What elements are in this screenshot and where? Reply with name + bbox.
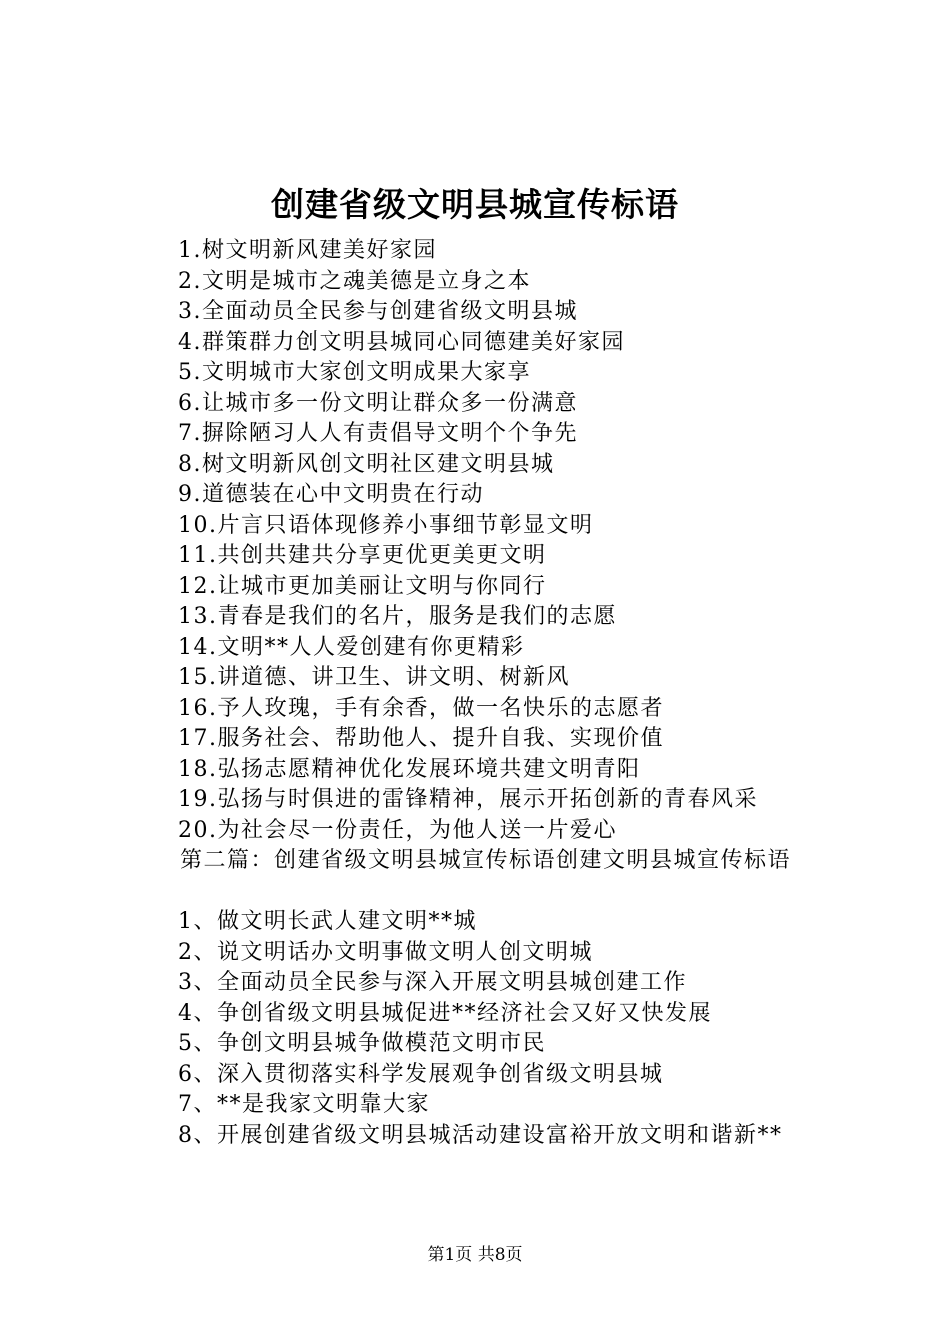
list-item: 8、开展创建省级文明县城活动建设富裕开放文明和谐新** xyxy=(178,1122,783,1148)
section2-list xyxy=(178,907,783,1151)
list-item: 18.弘扬志愿精神优化发展环境共建文明青阳 xyxy=(178,756,641,782)
list-item: 2、说文明话办文明事做文明人创文明城 xyxy=(178,939,593,965)
list-item: 6、深入贯彻落实科学发展观争创省级文明县城 xyxy=(178,1061,664,1087)
list-item: 8.树文明新风创文明社区建文明县城 xyxy=(178,451,555,477)
page-number-footer: 第1页 共8页 xyxy=(427,1245,523,1265)
list-item: 16.予人玫瑰，手有余香，做一名快乐的志愿者 xyxy=(178,695,664,721)
list-item: 9.道德装在心中文明贵在行动 xyxy=(178,482,484,507)
list-item: 2.文明是城市之魂美德是立身之本 xyxy=(178,268,531,294)
list-item: 3.全面动员全民参与创建省级文明县城 xyxy=(178,299,578,324)
section2-heading: 第二篇：创建省级文明县城宣传标语创建文明县城宣传标语 xyxy=(180,848,792,873)
list-item: 4.群策群力创文明县城同心同德建美好家园 xyxy=(178,329,625,355)
slogan-list xyxy=(178,236,758,846)
list-item: 13.青春是我们的名片，服务是我们的志愿 xyxy=(178,604,617,629)
list-item: 6.让城市多一份文明让群众多一份满意 xyxy=(178,390,578,416)
list-item: 14.文明**人人爱创建有你更精彩 xyxy=(178,634,525,660)
list-item: 12.让城市更加美丽让文明与你同行 xyxy=(178,573,547,599)
list-item: 4、争创省级文明县城促进**经济社会又好又快发展 xyxy=(178,1000,712,1026)
list-item: 11.共创共建共分享更优更美更文明 xyxy=(178,543,547,568)
list-item: 5、争创文明县城争做模范文明市民 xyxy=(178,1031,546,1056)
document-title: 创建省级文明县城宣传标语 xyxy=(271,185,679,224)
list-item: 5.文明城市大家创文明成果大家享 xyxy=(178,360,531,385)
list-item: 7、**是我家文明靠大家 xyxy=(178,1092,430,1117)
list-item: 3、全面动员全民参与深入开展文明县城创建工作 xyxy=(178,970,687,995)
list-item: 15.讲道德、讲卫生、讲文明、树新风 xyxy=(178,665,570,690)
list-item: 7.摒除陋习人人有责倡导文明个个争先 xyxy=(178,421,578,446)
list-item: 20.为社会尽一份责任，为他人送一片爱心 xyxy=(178,817,617,843)
list-item: 10.片言只语体现修养小事细节彰显文明 xyxy=(178,512,594,538)
list-item: 17.服务社会、帮助他人、提升自我、实现价值 xyxy=(178,726,664,751)
list-item: 19.弘扬与时俱进的雷锋精神，展示开拓创新的青春风采 xyxy=(178,787,758,812)
list-item: 1.树文明新风建美好家园 xyxy=(178,238,437,263)
list-item: 1、做文明长武人建文明**城 xyxy=(178,909,477,934)
